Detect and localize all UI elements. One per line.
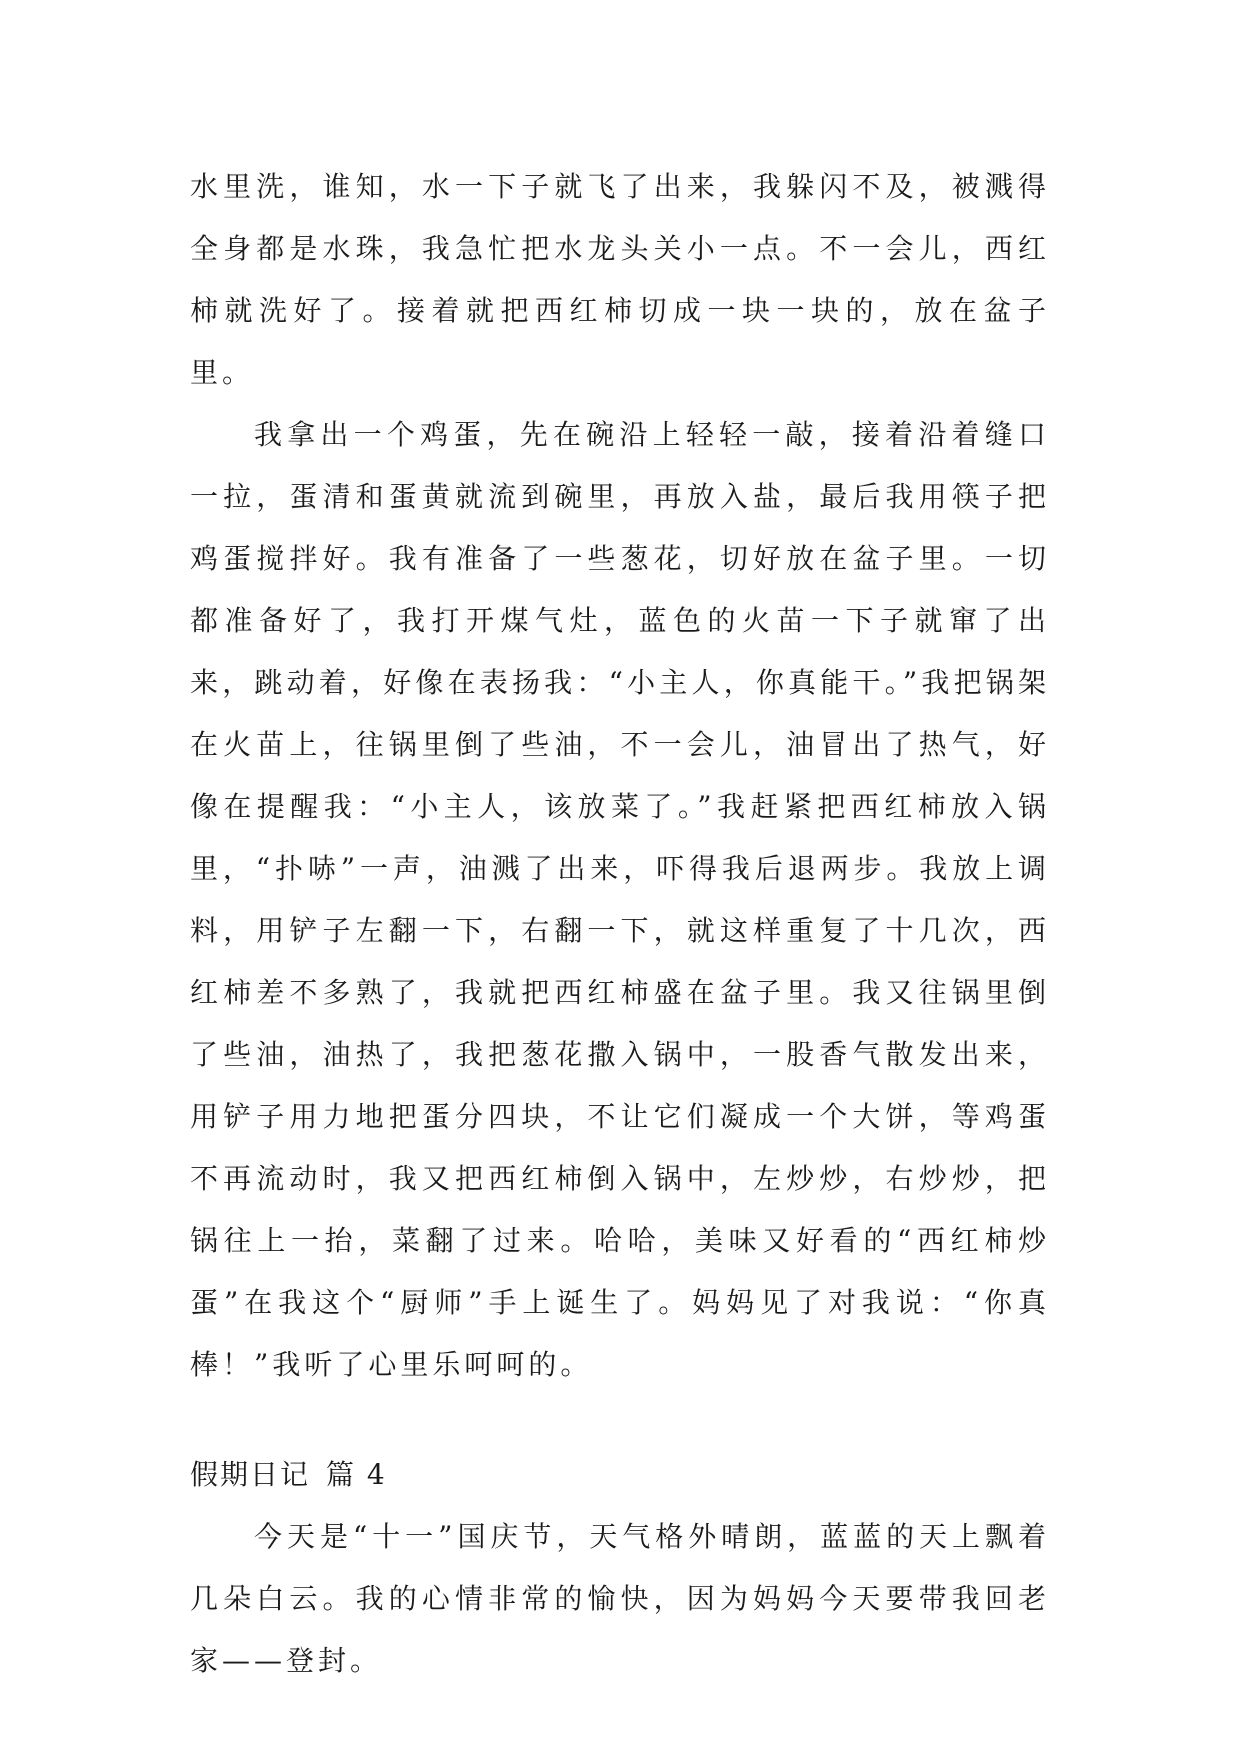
paragraph-continued: 水里洗，谁知，水一下子就飞了出来，我躲闪不及，被溅得全身都是水珠，我急忙把水龙头关小一点。不一会儿，西红柿就洗好了。接着就把西红柿切成一块一块的，放在盆子里。: [190, 170, 1050, 389]
paragraph-cooking: 我拿出一个鸡蛋，先在碗沿上轻轻一敲，接着沿着缝口一拉，蛋清和蛋黄就流到碗里，再放入盐，最后我用筷子把鸡蛋搅拌好。我有准备了一些葱花，切好放在盆子里。一切都准备好了，我打开煤气灶，蓝色的火苗一下子就窜了出来，跳动着，好像在表扬我：“小主人，你真能干。”我把锅架在火苗上，往锅里倒了些油，不一会儿，油冒出了热气，好像在提醒我：“小主人，该放菜了。”我赶紧把西红柿放入锅里，“扑哧”一声，油溅了出来，吓得我后退两步。我放上调料，用铲子左翻一下，右翻一下，就这样重复了十几次，西红柿差不多熟了，我就把西红柿盛在盆子里。我又往锅里倒了些油，油热了，我把葱花撒入锅中，一股香气散发出来，用铲子用力地把蛋分四块，不让它们凝成一个大饼，等鸡蛋不再流动时，我又把西红柿倒入锅中，左炒炒，右炒炒，把锅往上一抬，菜翻了过来。哈哈，美味又好看的“西红柿炒蛋”在我这个“厨师”手上诞生了。妈妈见了对我说：“你真棒！”我听了心里乐呵呵的。: [190, 418, 1050, 1381]
paragraph-national-day: 今天是“十一”国庆节，天气格外晴朗，蓝蓝的天上飘着几朵白云。我的心情非常的愉快，因为妈妈今天要带我回老家——登封。: [190, 1520, 1050, 1677]
section-number: 篇 4: [326, 1458, 387, 1491]
document-body: [190, 156, 1050, 1692]
section-heading: [190, 1444, 1050, 1506]
section-title: 假期日记: [190, 1458, 311, 1491]
